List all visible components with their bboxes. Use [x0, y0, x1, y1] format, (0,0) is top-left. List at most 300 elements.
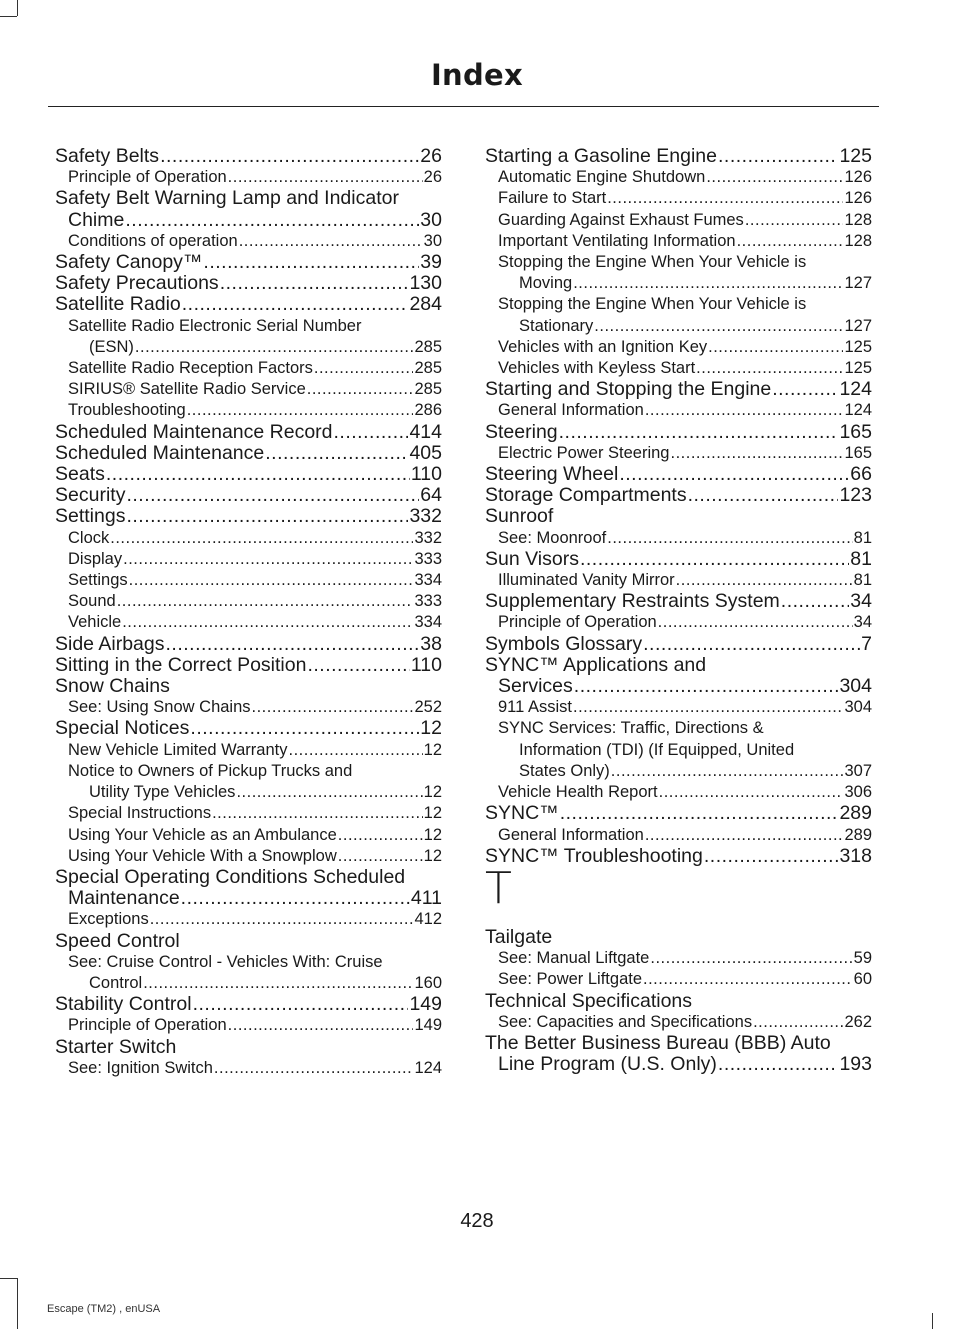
dot-leader — [334, 422, 409, 443]
entry-page-number: 123 — [839, 484, 872, 507]
index-entry — [55, 1037, 442, 1058]
dot-leader — [117, 591, 414, 612]
dot-leader — [594, 316, 843, 337]
index-subentry — [55, 1058, 442, 1079]
index-entry — [55, 634, 442, 655]
dot-leader — [611, 761, 844, 782]
entry-page-number: 412 — [414, 910, 442, 929]
entry-text: SYNC™ — [485, 802, 559, 825]
index-subentry — [55, 973, 442, 994]
dot-leader — [187, 400, 414, 421]
crop-mark — [0, 1278, 17, 1279]
entry-text: Sitting in the Correct Position — [55, 653, 307, 676]
entry-text: Vehicle — [68, 613, 122, 632]
entry-page-number: 130 — [409, 272, 442, 295]
entry-page-number: 307 — [844, 761, 872, 780]
entry-text: Exceptions — [68, 910, 149, 929]
dot-leader — [659, 782, 844, 803]
entry-text: Failure to Start — [498, 189, 607, 208]
index-entry — [485, 591, 872, 612]
index-subentry — [485, 337, 872, 358]
entry-page-number: 30 — [423, 231, 442, 250]
index-subentry — [55, 782, 442, 803]
entry-page-number: 125 — [839, 145, 872, 167]
entry-page-number: 124 — [844, 401, 872, 420]
entry-page-number: 34 — [853, 613, 872, 632]
entry-page-number: 333 — [414, 592, 442, 611]
index-subentry — [55, 316, 442, 337]
entry-page-number: 12 — [423, 804, 442, 823]
index-subentry — [485, 740, 872, 761]
index-subentry — [55, 952, 442, 973]
index-subentry — [55, 591, 442, 612]
entry-text: Scheduled Maintenance — [55, 441, 265, 464]
dot-leader — [228, 1015, 414, 1036]
entry-text: Special Instructions — [68, 804, 212, 823]
index-subentry — [485, 400, 872, 421]
entry-page-number: 39 — [420, 251, 442, 274]
index-entry — [55, 146, 442, 167]
entry-text: Stopping the Engine When Your Vehicle is — [498, 253, 807, 272]
entry-text: Information (TDI) (If Equipped, United — [519, 740, 795, 759]
entry-text: Satellite Radio Electronic Serial Number — [68, 316, 362, 335]
entry-page-number: 26 — [423, 168, 442, 187]
entry-page-number: 149 — [409, 993, 442, 1016]
dot-leader — [338, 846, 423, 867]
entry-text: Side Airbags — [55, 632, 165, 655]
index-entry — [55, 867, 442, 888]
index-subentry — [55, 231, 442, 252]
index-subentry — [485, 570, 872, 591]
index-subentry — [485, 761, 872, 782]
entry-page-number: 81 — [853, 571, 872, 590]
index-subentry — [485, 825, 872, 846]
entry-page-number: 34 — [850, 590, 872, 613]
index-entry — [485, 846, 872, 867]
entry-text: Automatic Engine Shutdown — [498, 168, 706, 187]
footer-text: Escape (TM2) , enUSA — [47, 1303, 161, 1315]
dot-leader — [745, 210, 844, 231]
entry-text: See: Moonroof — [498, 528, 607, 547]
dot-leader — [135, 337, 414, 358]
index-subentry — [55, 825, 442, 846]
dot-leader — [150, 909, 414, 930]
entry-page-number: 411 — [410, 887, 442, 910]
dot-leader — [718, 146, 838, 167]
entry-text: Special Operating Conditions Scheduled — [55, 865, 406, 888]
entry-page-number: 66 — [850, 463, 872, 486]
entry-text: Illuminated Vanity Mirror — [498, 571, 675, 590]
entry-page-number: 26 — [420, 145, 442, 167]
index-entry — [485, 1054, 872, 1075]
dot-leader — [708, 337, 843, 358]
dot-leader — [671, 443, 844, 464]
entry-text: SYNC™ Troubleshooting — [485, 844, 703, 867]
index-subentry — [55, 909, 442, 930]
index-entry — [485, 676, 872, 697]
entry-page-number: 110 — [410, 653, 442, 676]
index-entry — [55, 443, 442, 464]
index-entry — [485, 655, 872, 676]
index-subentry — [485, 1012, 872, 1033]
index-entry — [485, 927, 872, 948]
dot-leader — [560, 803, 839, 824]
entry-text: See: Ignition Switch — [68, 1058, 213, 1077]
entry-text: Satellite Radio — [55, 293, 181, 316]
entry-text: Technical Specifications — [485, 989, 693, 1012]
index-subentry — [485, 316, 872, 337]
index-subentry — [55, 803, 442, 824]
dot-leader — [574, 676, 839, 697]
entry-page-number: 405 — [409, 441, 442, 464]
entry-page-number: 332 — [409, 505, 442, 528]
dot-leader — [307, 379, 414, 400]
entry-page-number: 128 — [844, 231, 872, 250]
dot-leader — [193, 994, 409, 1015]
crop-mark — [0, 16, 17, 17]
index-subentry — [485, 273, 872, 294]
entry-text: General Information — [498, 825, 644, 844]
entry-page-number: 289 — [844, 825, 872, 844]
dot-leader — [781, 591, 850, 612]
entry-text: Speed Control — [55, 929, 180, 952]
entry-text: Principle of Operation — [498, 613, 657, 632]
index-entry — [55, 888, 442, 909]
index-subentry — [485, 528, 872, 549]
dot-leader — [314, 358, 414, 379]
entry-page-number: 285 — [414, 337, 442, 356]
index-subentry — [55, 846, 442, 867]
index-column-left — [55, 146, 442, 1079]
dot-leader — [643, 969, 853, 990]
entry-page-number: 125 — [844, 337, 872, 356]
entry-text: See: Using Snow Chains — [68, 698, 251, 717]
dot-leader — [706, 167, 843, 188]
entry-text: Guarding Against Exhaust Fumes — [498, 210, 744, 229]
entry-text: Safety Canopy™ — [55, 251, 203, 274]
entry-page-number: 252 — [414, 698, 442, 717]
entry-text: Vehicles with Keyless Start — [498, 359, 696, 378]
dot-leader — [645, 825, 844, 846]
dot-leader — [190, 718, 419, 739]
entry-page-number: 60 — [853, 970, 872, 989]
entry-page-number: 149 — [414, 1016, 442, 1035]
dot-leader — [125, 210, 419, 231]
entry-text: Supplementary Restraints System — [485, 590, 780, 613]
dot-leader — [252, 697, 414, 718]
entry-text: Sun Visors — [485, 547, 579, 570]
entry-text: States Only) — [519, 761, 610, 780]
entry-text: Conditions of operation — [68, 231, 238, 250]
index-subentry — [55, 740, 442, 761]
index-subentry — [485, 612, 872, 633]
entry-page-number: 126 — [844, 189, 872, 208]
entry-text: Electric Power Steering — [498, 443, 670, 462]
index-subentry — [55, 528, 442, 549]
index-entry — [55, 506, 442, 527]
entry-text: Line Program (U.S. Only) — [498, 1053, 717, 1076]
entry-page-number: 124 — [839, 378, 872, 401]
entry-text: Safety Precautions — [55, 272, 219, 295]
index-entry — [55, 188, 442, 209]
entry-text: Scheduled Maintenance Record — [55, 420, 333, 443]
index-entry — [55, 994, 442, 1015]
index-subentry — [55, 358, 442, 379]
crop-mark — [17, 0, 18, 16]
dot-leader — [182, 294, 409, 315]
title-rule — [48, 106, 879, 107]
dot-leader — [607, 528, 852, 549]
dot-leader — [619, 464, 849, 485]
dot-leader — [123, 549, 413, 570]
index-entry — [485, 146, 872, 167]
entry-page-number: 160 — [414, 973, 442, 992]
entry-page-number: 128 — [844, 210, 872, 229]
index-entry — [485, 506, 872, 527]
index-subentry — [55, 697, 442, 718]
entry-text: 911 Assist — [498, 698, 572, 717]
index-entry — [55, 655, 442, 676]
entry-page-number: 284 — [409, 293, 442, 316]
page-number: 428 — [460, 1210, 494, 1232]
entry-text: Display — [68, 549, 123, 568]
dot-leader — [688, 485, 839, 506]
index-entry — [55, 422, 442, 443]
index-entry — [55, 718, 442, 739]
entry-text: Tailgate — [485, 925, 553, 948]
index-entry — [55, 485, 442, 506]
dot-leader — [110, 528, 413, 549]
index-subentry — [55, 549, 442, 570]
entry-page-number: 81 — [853, 528, 872, 547]
entry-text: Security — [55, 484, 126, 507]
entry-text: Principle of Operation — [68, 168, 227, 187]
entry-page-number: 64 — [420, 484, 442, 507]
entry-page-number: 333 — [414, 549, 442, 568]
entry-page-number: 334 — [414, 613, 442, 632]
index-subentry — [55, 379, 442, 400]
index-subentry — [485, 782, 872, 803]
dot-leader — [160, 146, 419, 167]
entry-text: Satellite Radio Reception Factors — [68, 359, 313, 378]
dot-leader — [129, 570, 414, 591]
index-entry — [485, 549, 872, 570]
dot-leader — [645, 400, 844, 421]
index-subentry — [55, 761, 442, 782]
dot-leader — [265, 443, 408, 464]
dot-leader — [228, 167, 423, 188]
entry-text: Principle of Operation — [68, 1016, 227, 1035]
index-subentry — [55, 400, 442, 421]
dot-leader — [307, 655, 409, 676]
index-entry — [55, 676, 442, 697]
entry-text: New Vehicle Limited Warranty — [68, 740, 288, 759]
entry-text: Steering — [485, 420, 558, 443]
index-entry — [55, 294, 442, 315]
index-subentry — [55, 612, 442, 633]
entry-text: Snow Chains — [55, 675, 170, 698]
index-subentry — [485, 231, 872, 252]
entry-text: Vehicle Health Report — [498, 783, 658, 802]
index-entry — [485, 379, 872, 400]
dot-leader — [181, 888, 410, 909]
dot-leader — [737, 231, 844, 252]
dot-leader — [573, 273, 843, 294]
index-subentry — [485, 252, 872, 273]
entry-text: Using Your Vehicle With a Snowplow — [68, 846, 337, 865]
index-subentry — [485, 443, 872, 464]
entry-text: Important Ventilating Information — [498, 231, 736, 250]
entry-page-number: 318 — [839, 844, 872, 867]
entry-page-number: 414 — [409, 420, 442, 443]
entry-text: Settings — [55, 505, 126, 528]
entry-page-number: 304 — [844, 698, 872, 717]
entry-page-number: 125 — [844, 359, 872, 378]
entry-text: Chime — [68, 208, 125, 231]
entry-page-number: 289 — [839, 802, 872, 825]
entry-text: The Better Business Bureau (BBB) Auto — [485, 1031, 831, 1054]
index-entry — [485, 1033, 872, 1054]
index-column-right — [485, 146, 872, 1075]
entry-text: See: Manual Liftgate — [498, 949, 650, 968]
entry-text: Utility Type Vehicles — [89, 783, 236, 802]
entry-text: Control — [89, 973, 143, 992]
entry-page-number: 7 — [861, 632, 872, 655]
dot-leader — [573, 697, 843, 718]
entry-page-number: 12 — [423, 825, 442, 844]
dot-leader — [580, 549, 849, 570]
entry-text: (ESN) — [89, 337, 134, 356]
dot-leader — [288, 740, 422, 761]
entry-text: Stability Control — [55, 993, 192, 1016]
entry-text: Seats — [55, 463, 105, 486]
dot-leader — [696, 358, 843, 379]
entry-text: SIRIUS® Satellite Radio Service — [68, 380, 306, 399]
dot-leader — [106, 464, 410, 485]
index-subentry — [485, 167, 872, 188]
entry-page-number: 38 — [420, 632, 442, 655]
index-entry — [485, 634, 872, 655]
dot-leader — [126, 485, 419, 506]
index-entry — [55, 273, 442, 294]
index-subentry — [485, 188, 872, 209]
entry-text: Starting and Stopping the Engine — [485, 378, 772, 401]
entry-text: Special Notices — [55, 717, 190, 740]
entry-text: Starter Switch — [55, 1035, 177, 1058]
entry-text: Storage Compartments — [485, 484, 687, 507]
dot-leader — [212, 803, 423, 824]
dot-leader — [220, 273, 409, 294]
dot-leader — [559, 422, 839, 443]
index-entry — [485, 803, 872, 824]
index-entry — [55, 931, 442, 952]
page-title: Index — [430, 58, 524, 92]
entry-page-number: 285 — [414, 380, 442, 399]
entry-page-number: 262 — [844, 1012, 872, 1031]
index-entry — [485, 991, 872, 1012]
entry-page-number: 193 — [839, 1053, 872, 1076]
index-entry — [485, 485, 872, 506]
entry-page-number: 110 — [410, 463, 442, 486]
entry-page-number: 12 — [420, 717, 442, 740]
index-subentry — [55, 167, 442, 188]
index-subentry — [55, 570, 442, 591]
index-subentry — [485, 697, 872, 718]
crop-mark — [17, 1278, 18, 1329]
entry-text: General Information — [498, 401, 644, 420]
index-section-letter: T — [485, 862, 512, 914]
entry-page-number: 12 — [423, 846, 442, 865]
dot-leader — [126, 506, 408, 527]
entry-page-number: 304 — [839, 675, 872, 698]
entry-text: Steering Wheel — [485, 463, 619, 486]
dot-leader — [236, 782, 422, 803]
entry-page-number: 285 — [414, 359, 442, 378]
entry-page-number: 124 — [414, 1058, 442, 1077]
entry-text: Symbols Glossary — [485, 632, 643, 655]
dot-leader — [203, 252, 419, 273]
dot-leader — [676, 570, 853, 591]
entry-page-number: 12 — [423, 740, 442, 759]
entry-page-number: 286 — [414, 401, 442, 420]
dot-leader — [650, 948, 852, 969]
index-entry — [55, 464, 442, 485]
index-entry — [485, 464, 872, 485]
index-subentry — [485, 969, 872, 990]
entry-text: Using Your Vehicle as an Ambulance — [68, 825, 337, 844]
entry-text: Stationary — [519, 316, 594, 335]
index-subentry — [485, 210, 872, 231]
entry-page-number: 334 — [414, 571, 442, 590]
index-entry — [55, 210, 442, 231]
entry-text: Services — [498, 675, 573, 698]
dot-leader — [338, 825, 423, 846]
entry-text: Troubleshooting — [68, 401, 186, 420]
entry-text: Sunroof — [485, 505, 554, 528]
dot-leader — [607, 188, 843, 209]
entry-text: Settings — [68, 571, 128, 590]
entry-page-number: 81 — [850, 547, 872, 570]
entry-text: SYNC Services: Traffic, Directions & — [498, 719, 764, 738]
entry-page-number: 332 — [414, 528, 442, 547]
entry-text: Safety Belt Warning Lamp and Indicator — [55, 187, 399, 210]
entry-page-number: 59 — [853, 949, 872, 968]
entry-page-number: 126 — [844, 168, 872, 187]
entry-text: Vehicles with an Ignition Key — [498, 337, 708, 356]
index-entry — [485, 422, 872, 443]
entry-text: See: Cruise Control - Vehicles With: Cruise — [68, 952, 383, 971]
crop-mark — [932, 1313, 933, 1329]
entry-text: Clock — [68, 528, 110, 547]
entry-text: SYNC™ Applications and — [485, 653, 707, 676]
entry-text: Safety Belts — [55, 145, 160, 167]
entry-text: Starting a Gasoline Engine — [485, 145, 717, 167]
dot-leader — [658, 612, 853, 633]
index-subentry — [485, 358, 872, 379]
entry-page-number: 127 — [844, 316, 872, 335]
index-entry — [55, 252, 442, 273]
dot-leader — [143, 973, 413, 994]
entry-text: Stopping the Engine When Your Vehicle is — [498, 295, 807, 314]
entry-page-number: 12 — [423, 783, 442, 802]
entry-text: Sound — [68, 592, 116, 611]
entry-text: Moving — [519, 274, 573, 293]
entry-text: See: Capacities and Specifications — [498, 1012, 753, 1031]
dot-leader — [643, 634, 860, 655]
entry-text: See: Power Liftgate — [498, 970, 643, 989]
entry-page-number: 165 — [839, 420, 872, 443]
dot-leader — [772, 379, 838, 400]
